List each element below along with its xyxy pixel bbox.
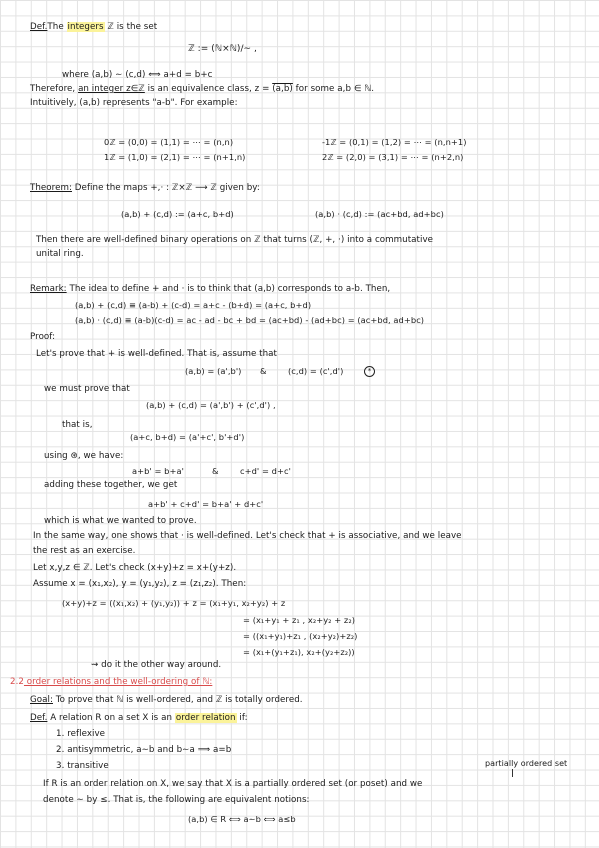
property-transitive: 3. transitive <box>56 761 109 771</box>
remark-text: The idea to define + and · is to think that (a,b) corresponds to a-b. Then, <box>66 284 391 294</box>
equivalence-where: where (a,b) ∼ (c,d) ⟺ a+d = b+c <box>62 70 213 80</box>
assumption-amp: & <box>260 366 267 376</box>
proof-goal: (a,b) + (c,d) = (a',b') + (c',d') , <box>146 400 276 410</box>
proof-intro: Let's prove that + is well-defined. That is, assume that <box>36 349 278 359</box>
therefore-line <box>30 84 374 95</box>
def-relation-line <box>30 713 248 724</box>
goal-line <box>30 695 303 706</box>
poset-annotation: partially ordered set <box>485 759 568 768</box>
section-number: 2.2 <box>10 677 24 687</box>
goal-label: Goal: <box>30 695 53 705</box>
assume-xyz: Assume x = (x₁,x₂), y = (y₁,y₂), z = (z₁,z₂). Then: <box>33 579 247 589</box>
times-definition: (a,b) · (c,d) := (ac+bd, ad+bc) <box>315 209 444 219</box>
theorem-line <box>30 183 260 194</box>
remark-sum-line: (a,b) + (c,d) ≡ (a-b) + (c-d) = a+c - (b+d) = (a+c, b+d) <box>75 300 312 310</box>
theorem-then-2: unital ring. <box>36 249 84 259</box>
order-relation-highlight: order relation <box>175 713 236 723</box>
proof-label: Proof: <box>30 332 56 342</box>
plus-definition: (a,b) + (c,d) := (a+c, b+d) <box>121 209 234 219</box>
calc-step-2: = (x₁+y₁ + z₁ , x₂+y₂ + z₂) <box>243 615 355 625</box>
calc-step-1: (x+y)+z = ((x₁,x₂) + (y₁,y₂)) + z = (x₁+y₁, x₂+y₂) + z <box>62 598 286 608</box>
def-relation-text-a: A relation R on a set X is an <box>47 713 175 723</box>
section-heading <box>10 677 212 688</box>
which-line: which is what we wanted to prove. <box>44 516 197 526</box>
example-zero: 0ℤ = (0,0) = (1,1) = ⋯ = (n,n) <box>104 137 234 147</box>
must-prove: we must prove that <box>44 384 130 394</box>
def-relation-label: Def. <box>30 713 48 723</box>
proof-goal-2: (a+c, b+d) = (a'+c', b'+d') <box>130 432 245 442</box>
def-text-a: The <box>47 22 67 32</box>
remark-product-line: (a,b) · (c,d) ≡ (a-b)(c-d) = ac - ad - bc + bd = (ac+bd) - (ad+bc) = (ac+bd, ad+bc) <box>75 315 425 325</box>
therefore-b: is an equivalence class, z = <box>144 84 273 94</box>
assumption-b: (c,d) = (c',d') <box>288 366 344 376</box>
goal-text: To prove that ℕ is well-ordered, and ℤ is totally ordered. <box>52 695 303 705</box>
that-is: that is, <box>62 420 93 430</box>
therefore-class: (a,b) <box>272 84 293 94</box>
adding-line: adding these together, we get <box>44 480 178 490</box>
same-way-1: In the same way, one shows that · is well-defined. Let's check that + is associative, and we leave <box>33 531 462 541</box>
star-marker <box>364 366 375 378</box>
theorem-label: Theorem: <box>30 183 72 193</box>
calc-step-3: = ((x₁+y₁)+z₁ , (x₂+y₂)+z₂) <box>243 631 358 641</box>
other-way: ⇝ do it the other way around. <box>91 660 222 670</box>
example-two: 2ℤ = (2,0) = (3,1) = ⋯ = (n+2,n) <box>322 152 464 162</box>
if-line-1: If R is an order relation on X, we say that X is a partially ordered set (or poset) and we <box>43 779 423 789</box>
calc-step-4: = (x₁+(y₁+z₁), x₂+(y₂+z₂)) <box>243 647 355 657</box>
equation-a: a+b' = b+a' <box>132 466 184 476</box>
using-star: using ⊛, we have: <box>44 451 124 461</box>
def-text-b: ℤ is the set <box>104 22 158 32</box>
remark-label: Remark: <box>30 284 67 294</box>
remark-line <box>30 284 390 295</box>
example-one: 1ℤ = (1,0) = (2,1) = ⋯ = (n+1,n) <box>104 152 246 162</box>
example-minus-one: -1ℤ = (0,1) = (1,2) = ⋯ = (n,n+1) <box>322 137 467 147</box>
therefore-c: for some a,b ∈ ℕ. <box>292 84 375 94</box>
def-integers-heading <box>30 22 157 33</box>
equivalent-notions: (a,b) ∈ R ⟺ a∼b ⟺ a≤b <box>188 814 296 824</box>
if-line-2: denote ∼ by ≤. That is, the following are equivalent notions: <box>43 795 310 805</box>
property-reflexive: 1. reflexive <box>56 729 106 739</box>
same-way-2: the rest as an exercise. <box>33 546 136 556</box>
annotation-arrow <box>512 769 513 777</box>
def-label: Def. <box>30 22 48 32</box>
theorem-text: Define the maps +,· : ℤ×ℤ ⟶ ℤ given by: <box>72 183 260 193</box>
star-circle-icon: * <box>364 366 375 377</box>
intuition-line: Intuitively, (a,b) represents "a-b". For example: <box>30 98 238 108</box>
integers-highlight: integers <box>67 22 104 32</box>
equation-amp: & <box>212 466 219 476</box>
section-title: order relations and the well-ordering of ℕ: <box>23 677 213 687</box>
therefore-a: Therefore, <box>30 84 79 94</box>
sum-line: a+b' + c+d' = b+a' + d+c' <box>148 499 264 509</box>
let-line: Let x,y,z ∈ ℤ. Let's check (x+y)+z = x+(y+z). <box>33 563 237 573</box>
property-antisymmetric: 2. antisymmetric, a∼b and b∼a ⟹ a=b <box>56 745 232 755</box>
assumption-a: (a,b) = (a',b') <box>185 366 242 376</box>
def-relation-text-b: if: <box>236 713 248 723</box>
integers-formula: ℤ := (ℕ×ℕ)/∼ , <box>188 44 257 54</box>
equation-b: c+d' = d+c' <box>240 466 291 476</box>
theorem-then-1: Then there are well-defined binary operations on ℤ that turns (ℤ, +, ·) into a commutative <box>36 235 434 245</box>
therefore-underlined: an integer z∈ℤ <box>78 84 145 94</box>
